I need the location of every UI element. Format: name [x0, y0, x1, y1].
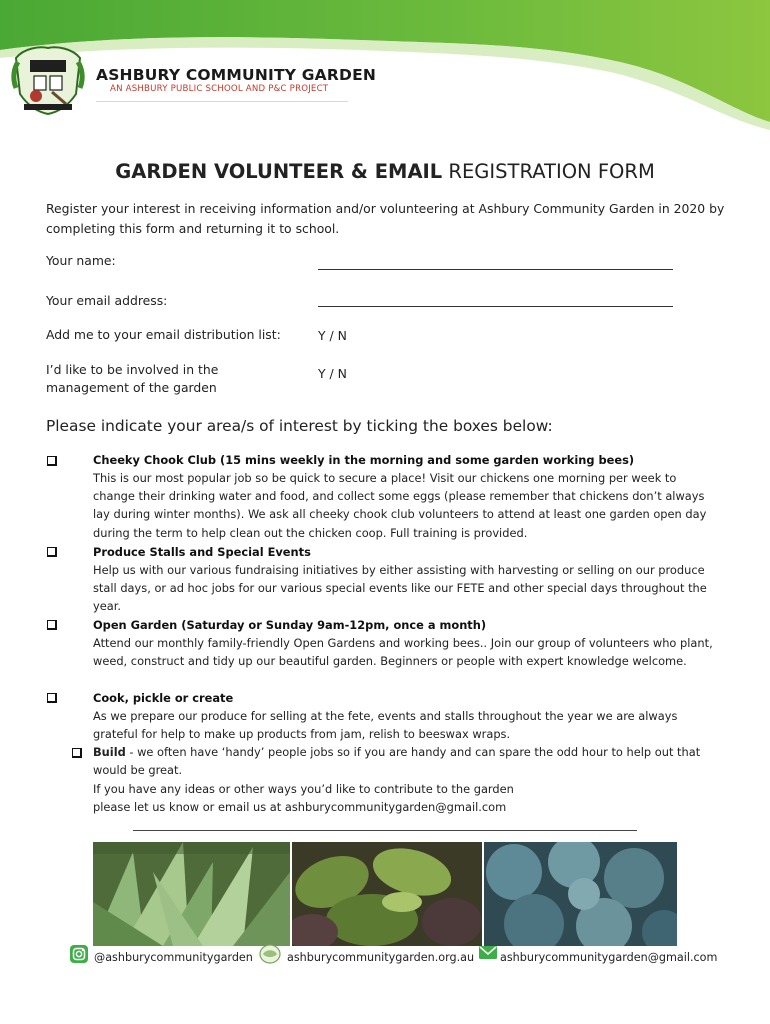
checkbox-open-garden[interactable] — [47, 620, 57, 630]
interests-heading: Please indicate your area/s of interest by ticking the boxes below: — [46, 417, 553, 435]
photo-kale — [484, 842, 677, 946]
instagram-icon[interactable] — [69, 944, 89, 964]
item-title-cook-pickle: Cook, pickle or create — [93, 691, 234, 705]
item-title-open-garden: Open Garden (Saturday or Sunday 9am-12pm, once a month) — [93, 618, 487, 632]
checkbox-build[interactable] — [72, 748, 82, 758]
management-choice[interactable]: Y / N — [318, 366, 347, 381]
form-title-regular: REGISTRATION FORM — [448, 160, 655, 183]
name-label: Your name: — [46, 253, 116, 268]
item-body-chook-club: This is our most popular job so be quick to secure a place! Visit our chickens one morning per week to change their drinking water and food, and collect some eggs (please remember that chickens don’t always lay during winter months). We ask all cheeky chook club volunteers to attend at least one garden open day during the term to help clean out the chicken coop. Full training is provided. — [93, 471, 707, 540]
org-name: ASHBURY COMMUNITY GARDEN — [96, 66, 377, 84]
item-title-build: Build — [93, 745, 126, 759]
management-label: I’d like to be involved in the management of the garden — [46, 362, 219, 395]
checkbox-produce-stalls[interactable] — [47, 547, 57, 557]
org-divider — [96, 101, 348, 102]
email-icon[interactable] — [478, 944, 498, 962]
checkbox-chook-club[interactable] — [47, 456, 57, 466]
item-body-build: - we often have ‘handy’ people jobs so if you are handy and can spare the odd hour to help out that would be great. — [93, 745, 701, 778]
photo-leafy-greens — [292, 842, 482, 946]
footer-website[interactable]: ashburycommunitygarden.org.au — [287, 951, 475, 964]
email-label: Your email address: — [46, 293, 168, 308]
closing-line-1: If you have any ideas or other ways you’d like to contribute to the garden — [93, 782, 514, 796]
item-title-chook-club: Cheeky Chook Club (15 mins weekly in the morning and some garden working bees) — [93, 453, 635, 467]
item-body-open-garden: Attend our monthly family-friendly Open Gardens and working bees.. Join our group of volunteers who plant, weed, construct and tidy up our beautiful garden. Beginners or people with expert knowledge welcome. — [93, 636, 713, 669]
bottom-divider — [133, 830, 637, 831]
checkbox-cook-pickle[interactable] — [47, 693, 57, 703]
distribution-choice[interactable]: Y / N — [318, 328, 347, 343]
form-intro: Register your interest in receiving information and/or volunteering at Ashbury Community Garden in 2020 by completing this form and returning it to school. — [46, 201, 725, 236]
email-field[interactable] — [318, 306, 673, 307]
school-crest-logo — [6, 44, 90, 116]
item-title-produce-stalls: Produce Stalls and Special Events — [93, 545, 311, 559]
item-build — [93, 743, 715, 779]
org-subtitle: AN ASHBURY PUBLIC SCHOOL AND P&C PROJECT — [110, 84, 329, 94]
photo-aloe — [93, 842, 290, 946]
item-body-cook-pickle: As we prepare our produce for selling at the fete, events and stalls throughout the year we are always grateful for help to make up products from jam, relish to beeswax wraps. — [93, 709, 678, 742]
form-title-bold: GARDEN VOLUNTEER & EMAIL — [115, 160, 443, 183]
website-icon[interactable] — [259, 944, 281, 964]
closing-line-2: please let us know or email us at ashburycommunitygarden@gmail.com — [93, 800, 507, 814]
footer-email[interactable]: ashburycommunitygarden@gmail.com — [500, 951, 718, 964]
distribution-label: Add me to your email distribution list: — [46, 327, 281, 342]
name-field[interactable] — [318, 269, 673, 270]
item-body-produce-stalls: Help us with our various fundraising initiatives by either assisting with harvesting or selling on our produce stall days, or ad hoc jobs for our various special events like our FETE and other special days throughout the year. — [93, 563, 707, 614]
footer-instagram[interactable]: @ashburycommunitygarden — [94, 951, 253, 964]
form-title — [0, 160, 770, 183]
